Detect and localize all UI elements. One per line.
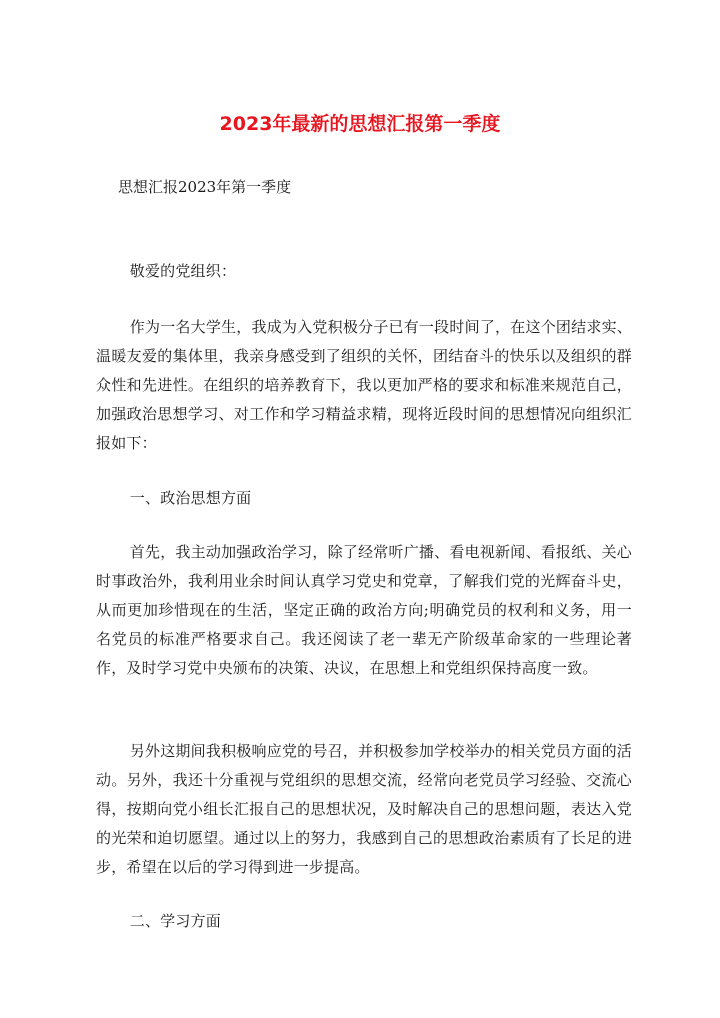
paragraph-politics-2: 另外这期间我积极响应党的号召，并积极参加学校举办的相关党员方面的活动。另外，我还十分重视与党组织的思想交流，经常向老党员学习经验、交流心得，按期向党小组长汇报自己的思想状况，及时解决自己的思想问题，表达入党的光荣和迫切愿望。通过以上的努力，我感到自己的思想政治素质有了长足的进步，希望在以后的学习得到进一步提高。 xyxy=(96,742,632,876)
greeting: 敬爱的党组织： xyxy=(129,262,237,280)
section-heading-study: 二、学习方面 xyxy=(129,912,221,930)
paragraph-politics-1: 首先，我主动加强政治学习，除了经常听广播、看电视新闻、看报纸、关心时事政治外，我利用业余时间认真学习党史和党章，了解我们党的光辉奋斗史，从而更加珍惜现在的生活，坚定正确的政治方向;明确党员的权利和义务，用一名党员的标准严格要求自己。我还阅读了老一辈无产阶级革命家的一些理论著作，及时学习党中央颁布的决策、决议，在思想上和党组织保持高度一致。 xyxy=(96,543,632,677)
paragraph-intro: 作为一名大学生，我成为入党积极分子已有一段时间了，在这个团结求实、温暖友爱的集体里，我亲身感受到了组织的关怀，团结奋斗的快乐以及组织的群众性和先进性。在组织的培养教育下，我以更加严格的要求和标准来规范自己，加强政治思想学习、对工作和学习精益求精，现将近段时间的思想情况向组织汇报如下： xyxy=(96,318,632,452)
section-heading-politics: 一、政治思想方面 xyxy=(129,489,252,507)
document-subtitle: 思想汇报2023年第一季度 xyxy=(118,178,292,196)
document-title: 2023年最新的思想汇报第一季度 xyxy=(219,113,501,135)
